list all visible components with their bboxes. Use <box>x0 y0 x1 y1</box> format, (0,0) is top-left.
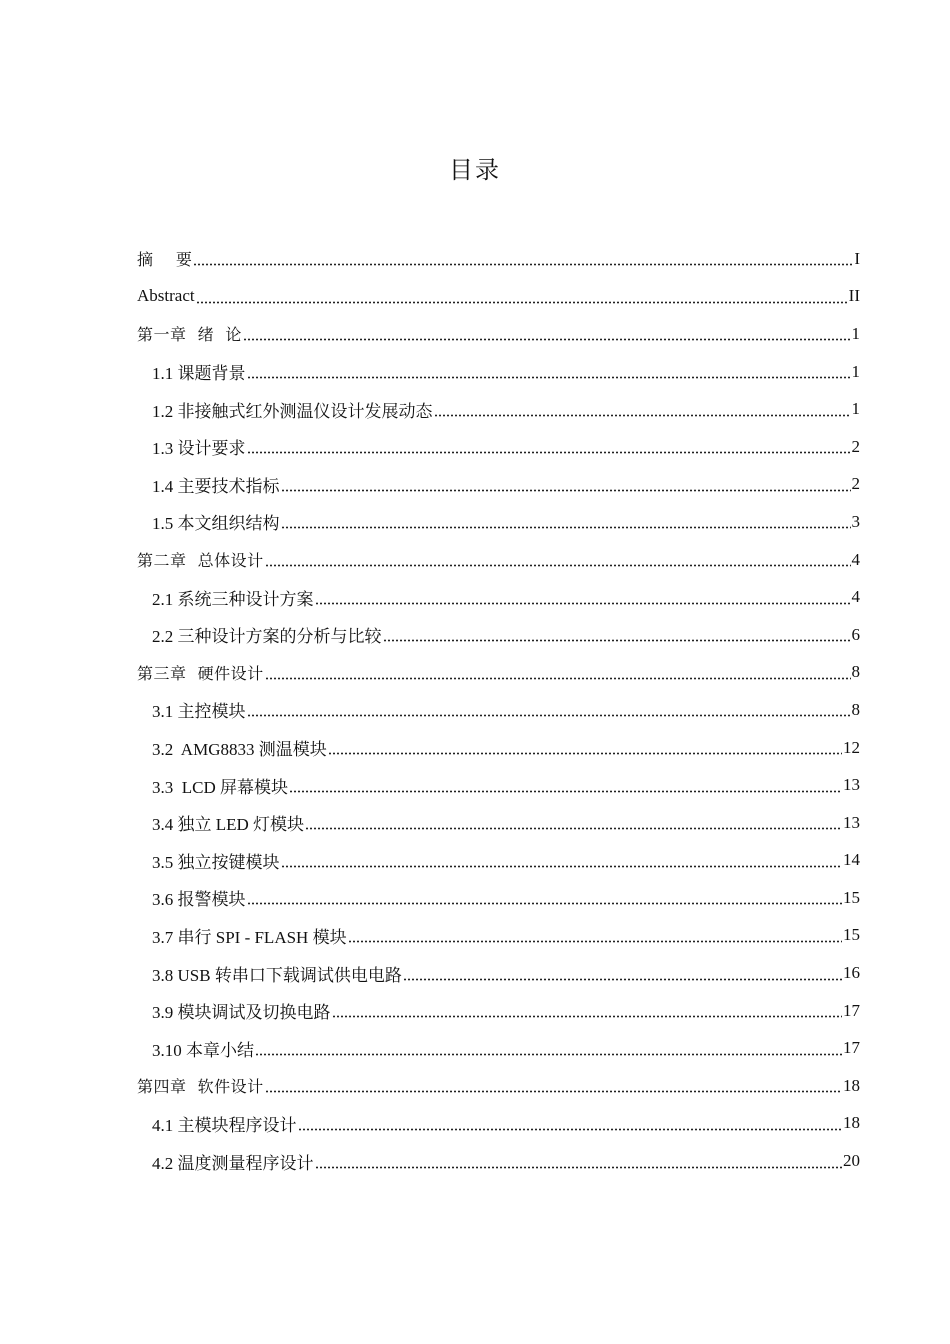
toc-entry-label: 3.7 串行 SPI - FLASH 模块 <box>152 927 347 947</box>
toc-entry[interactable] <box>137 503 860 541</box>
toc-entry-label: 3.3 LCD 屏幕模块 <box>152 777 288 797</box>
toc-entry[interactable] <box>137 1105 860 1143</box>
toc-entry-label: 第四章 软件设计 <box>137 1077 264 1097</box>
toc-entry[interactable] <box>137 1029 860 1067</box>
toc-entry[interactable] <box>137 616 860 654</box>
toc-entry[interactable] <box>137 428 860 466</box>
dot-leader <box>196 301 848 304</box>
toc-entry[interactable] <box>137 240 860 278</box>
toc-entry-page-number: II <box>848 286 860 306</box>
dot-leader <box>434 414 851 417</box>
toc-entry-label: 3.8 USB 转串口下载调试供电电路 <box>152 965 402 985</box>
toc-entry[interactable] <box>137 842 860 880</box>
dot-leader <box>348 940 842 943</box>
toc-entry-label: 第二章 总体设计 <box>137 551 264 571</box>
toc-entry[interactable] <box>137 917 860 955</box>
toc-entry-page-number: 4 <box>851 587 860 607</box>
dot-leader <box>247 376 851 379</box>
dot-leader <box>383 639 851 642</box>
dot-leader <box>265 677 851 680</box>
toc-entry-page-number: I <box>854 248 860 268</box>
dot-leader <box>281 526 851 529</box>
toc-entry-label: 3.5 独立按键模块 <box>152 852 280 872</box>
toc-entry-label: 2.2 三种设计方案的分析与比较 <box>152 627 382 647</box>
toc-entry[interactable] <box>137 466 860 504</box>
toc-entry-label: 1.4 主要技术指标 <box>152 476 280 496</box>
toc-entry[interactable] <box>137 954 860 992</box>
toc-entry-label: 1.5 本文组织结构 <box>152 514 280 534</box>
toc-entry[interactable] <box>137 804 860 842</box>
toc-entry-label: 2.1 系统三种设计方案 <box>152 589 314 609</box>
toc-entry-label: 3.9 模块调试及切换电路 <box>152 1003 331 1023</box>
toc-entry-page-number: 17 <box>843 1000 860 1020</box>
dot-leader <box>255 1053 842 1056</box>
toc-entry-page-number: 13 <box>843 775 860 795</box>
toc-entry[interactable] <box>137 1142 860 1180</box>
toc-entry[interactable] <box>137 729 860 767</box>
dot-leader <box>265 1090 842 1093</box>
toc-entry[interactable] <box>137 541 860 579</box>
toc-entry-page-number: 1 <box>851 323 860 343</box>
dot-leader <box>247 451 851 454</box>
toc-entry[interactable] <box>137 1067 860 1105</box>
toc-entry[interactable] <box>137 992 860 1030</box>
toc-entry-page-number: 13 <box>843 812 860 832</box>
toc-entry[interactable] <box>137 390 860 428</box>
toc-entry[interactable] <box>137 578 860 616</box>
toc-entry[interactable] <box>137 278 860 316</box>
toc-entry-label: 3.6 报警模块 <box>152 890 246 910</box>
toc-entry-page-number: 15 <box>843 887 860 907</box>
toc-entry-label: 4.2 温度测量程序设计 <box>152 1153 314 1173</box>
toc-entry-label: 3.2 AMG8833 测温模块 <box>152 740 327 760</box>
toc-entry[interactable] <box>137 766 860 804</box>
toc-entry-label: 1.1 课题背景 <box>152 364 246 384</box>
toc-entry-page-number: 8 <box>851 699 860 719</box>
page-title: 目录 <box>449 156 501 184</box>
dot-leader <box>265 564 851 567</box>
toc-entry[interactable] <box>137 353 860 391</box>
toc-entry-page-number: 2 <box>851 474 860 494</box>
toc-entry-label: 1.2 非接触式红外测温仪设计发展动态 <box>152 401 433 421</box>
toc-entry-label: 4.1 主模块程序设计 <box>152 1115 297 1135</box>
toc-entry[interactable] <box>137 879 860 917</box>
toc-entry-page-number: 18 <box>843 1075 860 1095</box>
dot-leader <box>328 752 842 755</box>
toc-entry-page-number: 6 <box>851 624 860 644</box>
toc-entry-page-number: 2 <box>851 436 860 456</box>
toc-entry-page-number: 1 <box>851 361 860 381</box>
dot-leader <box>247 902 843 905</box>
toc-entry-page-number: 3 <box>851 511 860 531</box>
toc-entry-page-number: 17 <box>843 1038 860 1058</box>
toc-entry-page-number: 4 <box>851 549 860 569</box>
toc-entry-page-number: 8 <box>851 662 860 682</box>
dot-leader <box>247 714 851 717</box>
table-of-contents <box>137 240 860 1180</box>
toc-entry-page-number: 16 <box>843 963 860 983</box>
toc-entry-label: 1.3 设计要求 <box>152 439 246 459</box>
toc-entry[interactable] <box>137 315 860 353</box>
dot-leader <box>305 827 842 830</box>
dot-leader <box>289 790 842 793</box>
toc-entry-label: 第三章 硬件设计 <box>137 663 264 683</box>
toc-entry-label: 第一章 绪 论 <box>137 325 242 345</box>
dot-leader <box>243 338 851 341</box>
toc-entry-label: 摘 要 <box>137 250 193 270</box>
dot-leader <box>281 865 843 868</box>
toc-entry-page-number: 20 <box>843 1151 860 1171</box>
toc-entry-page-number: 1 <box>851 399 860 419</box>
dot-leader <box>281 489 851 492</box>
dot-leader <box>315 602 851 605</box>
dot-leader <box>403 978 842 981</box>
toc-entry-label: 3.10 本章小结 <box>152 1040 254 1060</box>
toc-entry-page-number: 15 <box>843 925 860 945</box>
toc-entry-page-number: 12 <box>843 737 860 757</box>
toc-entry-label: 3.4 独立 LED 灯模块 <box>152 815 305 835</box>
toc-entry-label: Abstract <box>137 286 195 306</box>
dot-leader <box>315 1166 843 1169</box>
dot-leader <box>193 263 853 266</box>
dot-leader <box>298 1128 843 1131</box>
toc-entry[interactable] <box>137 691 860 729</box>
toc-entry[interactable] <box>137 654 860 692</box>
toc-entry-label: 3.1 主控模块 <box>152 702 246 722</box>
dot-leader <box>332 1015 843 1018</box>
toc-entry-page-number: 14 <box>843 850 860 870</box>
toc-entry-page-number: 18 <box>843 1113 860 1133</box>
